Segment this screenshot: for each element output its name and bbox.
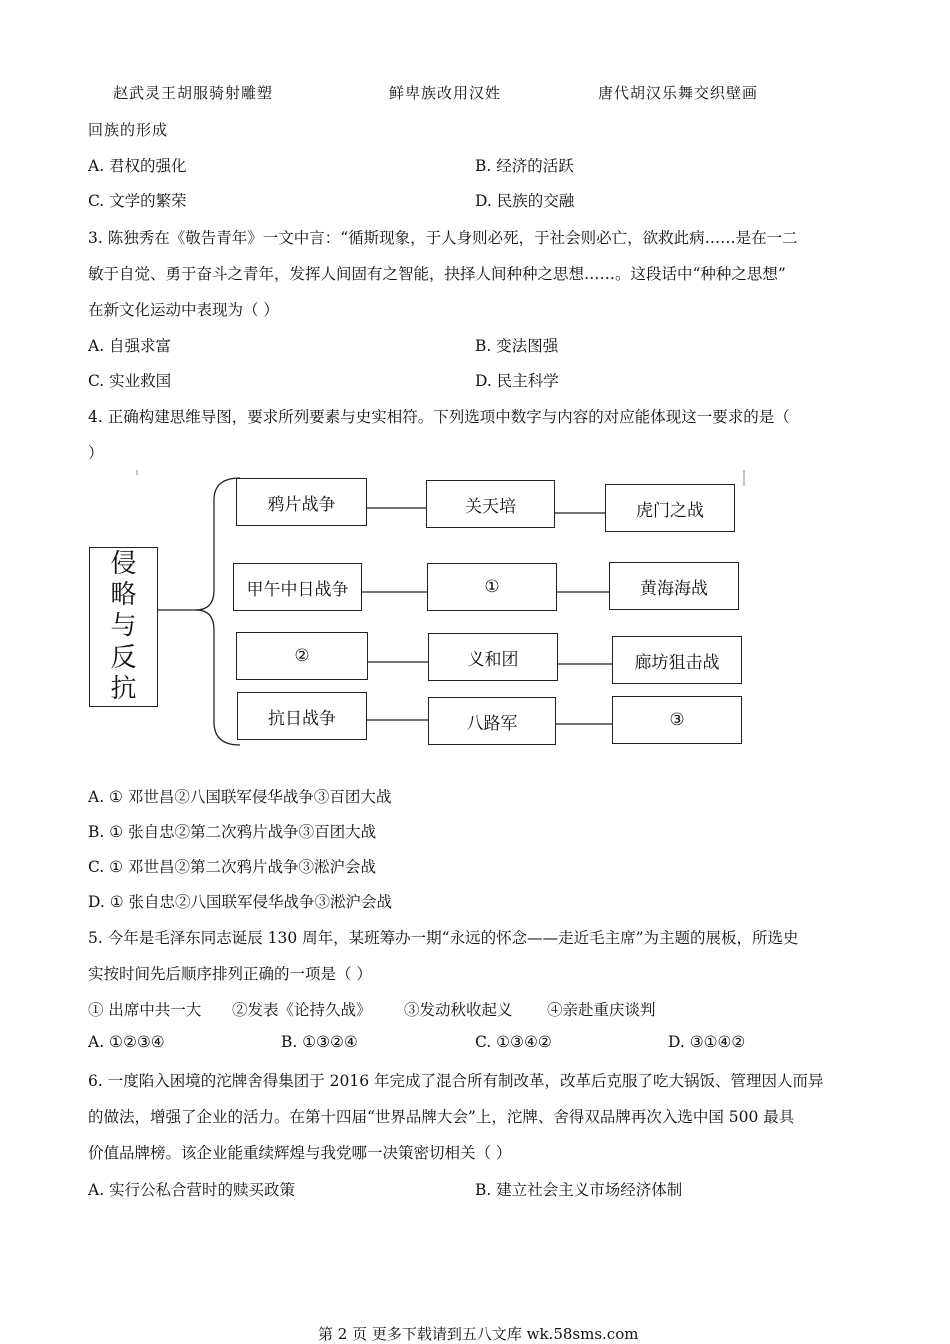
q5-option-b: B. ①③②④ <box>281 1033 358 1051</box>
q3-line-2: 敏于自觉、勇于奋斗之青年，发挥人间固有之智能，抉择人间种种之思想……。这段话中“种种之思想” <box>88 265 786 283</box>
caption-3: 唐代胡汉乐舞交织壁画 <box>598 84 759 102</box>
q2-option-a: A. 君权的强化 <box>88 157 187 175</box>
root-char-4: 反 <box>110 642 137 673</box>
q3-option-d: D. 民主科学 <box>475 372 559 390</box>
node-boxers: 义和团 <box>428 633 558 681</box>
q4-option-c: C. ① 邓世昌②第二次鸦片战争③淞沪会战 <box>88 858 376 876</box>
q3-option-a: A. 自强求富 <box>88 337 172 355</box>
q5-item-3: ③发动秋收起义 <box>404 1001 513 1019</box>
q3-option-c: C. 实业救国 <box>88 372 172 390</box>
q5-item-4: ④亲赴重庆谈判 <box>547 1001 656 1019</box>
q6-option-b: B. 建立社会主义市场经济体制 <box>475 1181 683 1199</box>
q3-line-1: 3. 陈独秀在《敬告青年》一文中言：“循斯现象，于人身则必死，于社会则必亡，欲救此病……是在一二 <box>88 229 798 247</box>
q4-line-2: ） <box>88 444 104 462</box>
node-guan-tianpei: 关天培 <box>426 480 555 528</box>
q5-option-c: C. ①③④② <box>475 1033 552 1051</box>
q6-line-2: 的做法，增强了企业的活力。在第十四届“世界品牌大会”上，沱牌、舍得双品牌再次入选中国 500 最具 <box>88 1108 795 1126</box>
node-anti-japanese-war: 抗日战争 <box>237 692 367 740</box>
root-char-3: 与 <box>110 611 137 642</box>
q5-option-d: D. ③①④② <box>668 1033 746 1051</box>
root-char-2: 略 <box>110 580 137 611</box>
caption-1: 赵武灵王胡服骑射雕塑 <box>113 84 274 102</box>
node-eighth-route-army: 八路军 <box>428 697 556 745</box>
q4-line-1: 4. 正确构建思维导图，要求所列要素与史实相符。下列选项中数字与内容的对应能体现这一要求的是（ <box>88 408 790 426</box>
node-yellow-sea-battle: 黄海海战 <box>609 562 739 610</box>
q5-item-2: ②发表《论持久战》 <box>232 1001 372 1019</box>
q4-option-a: A. ① 邓世昌②八国联军侵华战争③百团大战 <box>88 788 392 806</box>
node-blank-3: ③ <box>612 696 742 744</box>
q2-option-b: B. 经济的活跃 <box>475 157 574 175</box>
node-blank-2: ② <box>236 632 368 680</box>
q6-option-a: A. 实行公私合营时的赎买政策 <box>88 1181 296 1199</box>
node-langfang-battle: 廊坊狙击战 <box>612 636 742 684</box>
page-footer: 第 2 页 更多下载请到五八文库 wk.58sms.com <box>318 1325 639 1343</box>
node-opium-war: 鸦片战争 <box>236 478 367 526</box>
root-char-1: 侵 <box>110 549 137 580</box>
q5-line-2: 实按时间先后顺序排列正确的一项是（ ） <box>88 965 372 983</box>
node-blank-1: ① <box>427 563 557 611</box>
q4-option-d: D. ① 张自忠②八国联军侵华战争③淞沪会战 <box>88 893 393 911</box>
q6-line-1: 6. 一度陷入困境的沱牌舍得集团于 2016 年完成了混合所有制改革，改革后克服了吃大锅饭、管理因人而异 <box>88 1072 824 1090</box>
q6-line-3: 价值品牌榜。该企业能重续辉煌与我党哪一决策密切相关（ ） <box>88 1144 512 1162</box>
q5-item-1: ① 出席中共一大 <box>88 1001 202 1019</box>
q2-option-d: D. 民族的交融 <box>475 192 575 210</box>
q5-option-a: A. ①②③④ <box>88 1033 165 1051</box>
root-char-5: 抗 <box>110 673 137 704</box>
q2-option-c: C. 文学的繁荣 <box>88 192 187 210</box>
caption-2: 鲜卑族改用汉姓 <box>389 84 502 102</box>
q3-option-b: B. 变法图强 <box>475 337 559 355</box>
q2-line-tail: 回族的形成 <box>88 121 169 139</box>
q3-line-3: 在新文化运动中表现为（ ） <box>88 301 279 319</box>
q4-option-b: B. ① 张自忠②第二次鸦片战争③百团大战 <box>88 823 377 841</box>
root-box <box>89 547 158 707</box>
node-humen-battle: 虎门之战 <box>605 484 735 532</box>
node-sino-japanese-war: 甲午中日战争 <box>233 563 362 611</box>
q5-line-1: 5. 今年是毛泽东同志诞辰 130 周年，某班筹办一期“永远的怀念——走近毛主席”为主题的展板，所选史 <box>88 929 799 947</box>
